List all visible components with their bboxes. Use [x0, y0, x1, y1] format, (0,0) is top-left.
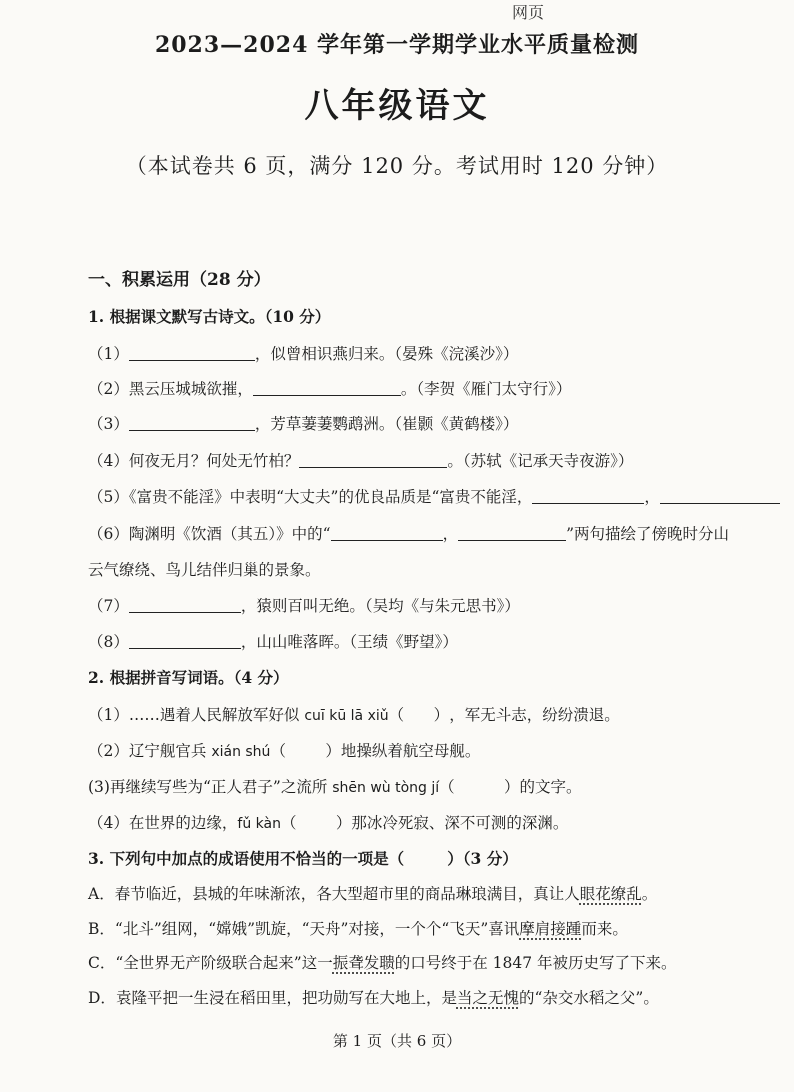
answer-blank[interactable] — [129, 633, 241, 650]
page-footer: 第 1 页（共 6 页） — [332, 1032, 462, 1050]
pinyin: xián shú — [211, 744, 271, 760]
answer-blank[interactable] — [660, 488, 780, 505]
dotted-idiom: 摩肩接踵 — [519, 920, 582, 938]
q1-item-6-continued: 云气缭绕、鸟儿结伴归巢的景象。 — [88, 561, 321, 579]
q2-prompt: 2. 根据拼音写词语。（4 分） — [88, 668, 289, 687]
exam-note: （本试卷共 6 页，满分 120 分。考试用时 120 分钟） — [125, 154, 669, 178]
q1-item-7: （7） ，猿则百叫无绝。（吴均《与朱元思书》） — [88, 597, 520, 615]
q1-item-1: （1） ，似曾相识燕归来。（晏殊《浣溪沙》） — [88, 345, 519, 363]
q2-item-3: (3)再继续写些为“正人君子”之流所 shēn wù tòng jí（ ）的文字。 — [88, 775, 581, 797]
answer-blank[interactable] — [331, 525, 443, 542]
answer-blank[interactable] — [458, 525, 566, 542]
q1-item-4: （4）何夜无月？何处无竹柏？ 。（苏轼《记承天寺夜游》） — [88, 452, 634, 470]
answer-paren[interactable]: （ ） — [439, 778, 520, 796]
answer-blank[interactable] — [253, 380, 401, 397]
q3-option-b[interactable]: B．“北斗”组网，“嫦娥”凯旋，“天舟”对接，一个个“飞天”喜讯摩肩接踵而来。 — [88, 920, 628, 938]
top-handwritten-mark: 网页 — [512, 3, 545, 22]
q2-item-4: （4）在世界的边缘，fǔ kàn（ ）那冰冷死寂、深不可测的深渊。 — [88, 811, 568, 833]
q1-item-5: （5）《富贵不能淫》中表明“大丈夫”的优良品质是“富贵不能淫， ， — [88, 485, 794, 507]
q1-item-2: （2）黑云压城城欲摧， 。（李贺《雁门太守行》） — [88, 380, 572, 398]
answer-paren[interactable]: （ ） — [270, 742, 341, 760]
q1-prompt: 1. 根据课文默写古诗文。（10 分） — [88, 307, 331, 326]
dotted-idiom: 振聋发聩 — [332, 954, 395, 972]
answer-blank[interactable] — [129, 345, 255, 362]
answer-blank[interactable] — [129, 597, 241, 614]
answer-blank[interactable] — [299, 452, 447, 469]
q3-prompt: 3. 下列句中加点的成语使用不恰当的一项是（ ）（3 分） — [88, 849, 518, 868]
q1-item-6: （6）陶渊明《饮酒（其五）》中的“ ， ”两句描绘了傍晚时分山 — [88, 525, 730, 543]
q1-item-3: （3） ，芳草萋萋鹦鹉洲。（崔颢《黄鹤楼》） — [88, 415, 519, 433]
dotted-idiom: 眼花缭乱 — [579, 885, 642, 903]
pinyin: cuī kū lā xiǔ — [304, 708, 389, 724]
answer-blank[interactable] — [129, 415, 255, 432]
q3-option-a[interactable]: A．春节临近，县城的年味渐浓，各大型超市里的商品琳琅满目，真让人眼花缭乱。 — [88, 885, 658, 903]
q2-item-2: （2）辽宁舰官兵 xián shú（ ）地操纵着航空母舰。 — [88, 739, 480, 761]
answer-paren[interactable]: （ ） — [280, 814, 352, 832]
section-heading: 一、积累运用（28 分） — [88, 270, 271, 290]
answer-blank[interactable] — [532, 488, 644, 505]
pinyin: fǔ kàn — [237, 816, 281, 832]
subject-title: 八年级语文 — [304, 86, 490, 126]
q2-item-1: （1）……遇着人民解放军好似 cuī kū lā xiǔ（ ），军无斗志，纷纷溃退。 — [88, 703, 620, 725]
q1-item-8: （8） ，山山唯落晖。（王绩《野望》） — [88, 633, 458, 651]
exam-title: 2023—2024 学年第一学期学业水平质量检测 — [154, 32, 640, 58]
answer-paren[interactable]: （ ） — [388, 706, 450, 724]
pinyin: shēn wù tòng jí — [332, 780, 440, 796]
q3-option-d[interactable]: D．袁隆平把一生浸在稻田里，把功勋写在大地上，是当之无愧的“杂交水稻之父”。 — [88, 989, 659, 1007]
dotted-idiom: 当之无愧 — [456, 989, 519, 1007]
answer-paren[interactable] — [404, 849, 447, 868]
q3-option-c[interactable]: C．“全世界无产阶级联合起来”这一振聋发聩的口号终于在 1847 年被历史写了下来。 — [88, 954, 677, 972]
